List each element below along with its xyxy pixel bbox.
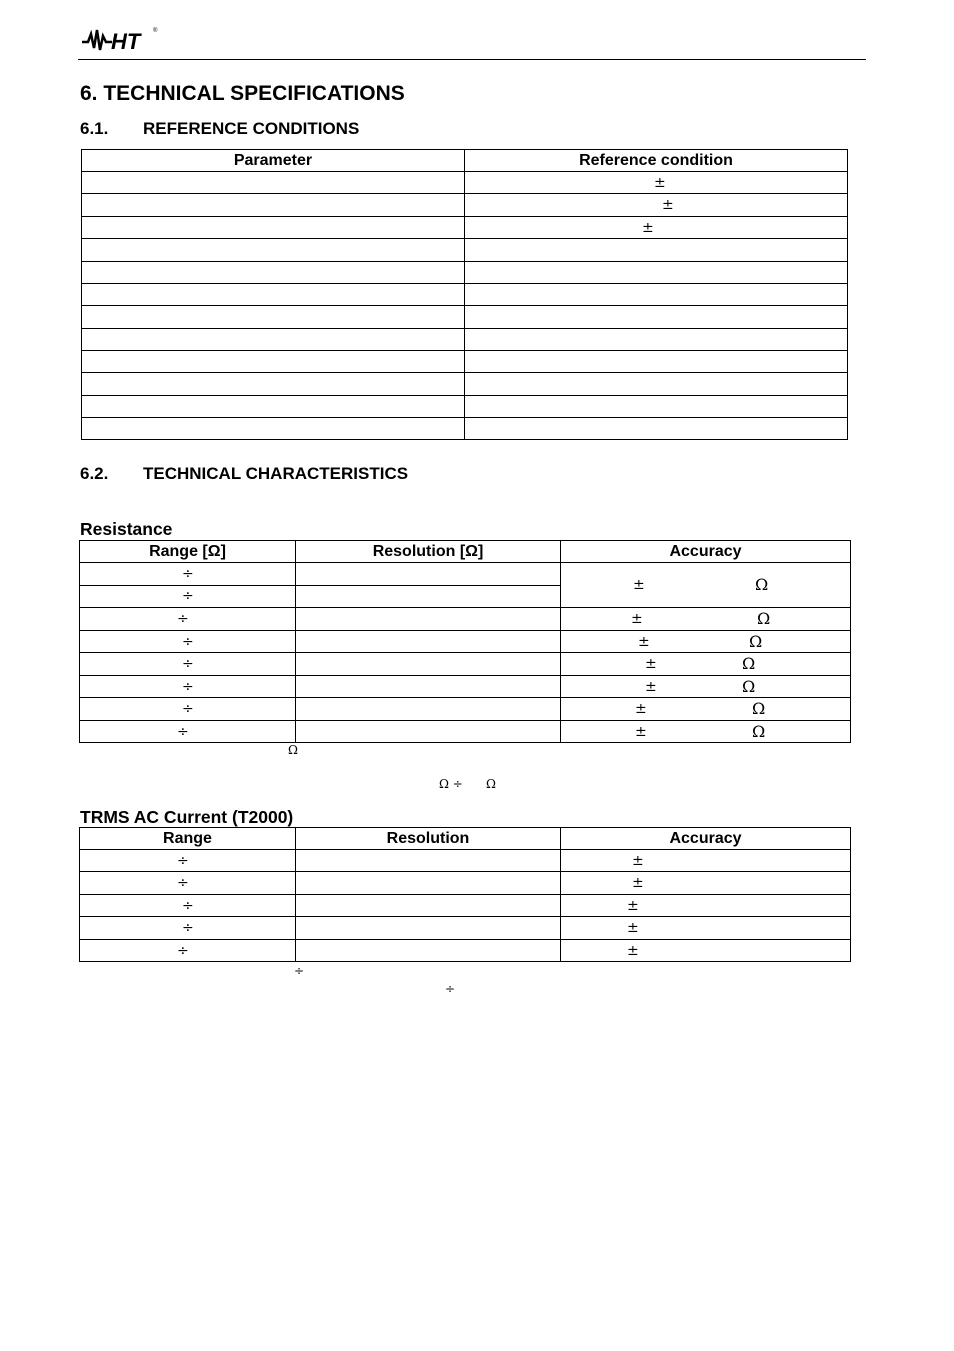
reference-cond: ±: [465, 217, 848, 239]
table-row: [80, 631, 851, 653]
table-row: [82, 329, 848, 351]
technical-number: 6.2.: [80, 464, 109, 483]
resistance-accuracy: ± Ω: [561, 653, 851, 676]
resistance-range: ÷: [80, 585, 296, 608]
reference-cond: [465, 418, 848, 440]
resistance-resolution: [296, 563, 561, 586]
resistance-note-2b: Ω: [486, 777, 496, 791]
table-row: [80, 917, 851, 940]
resistance-range: ÷: [80, 698, 296, 721]
table-row: [82, 217, 848, 239]
reference-header-row: [82, 150, 848, 172]
logo-registered-mark: ®: [153, 28, 158, 34]
resistance-resolution: [296, 608, 561, 631]
table-row: [80, 850, 851, 872]
reference-param: [82, 373, 465, 396]
reference-param: [82, 194, 465, 217]
resistance-accuracy: ± Ω: [561, 563, 851, 608]
table-row: [80, 721, 851, 743]
reference-cond: [465, 351, 848, 373]
current-table: [79, 827, 851, 962]
table-row: [80, 895, 851, 917]
resistance-accuracy: ± Ω: [561, 698, 851, 721]
current-col-range: Range: [80, 828, 296, 850]
table-row: [80, 653, 851, 676]
technical-heading: [80, 464, 408, 484]
reference-cond: [465, 239, 848, 262]
table-row: [80, 676, 851, 698]
reference-heading: [80, 119, 359, 139]
resistance-resolution: [296, 653, 561, 676]
table-row: [82, 351, 848, 373]
resistance-resolution: [296, 698, 561, 721]
reference-param: [82, 172, 465, 194]
reference-param: [82, 217, 465, 239]
resistance-note-2a: Ω ÷: [439, 777, 463, 791]
reference-cond: ±: [465, 194, 848, 217]
reference-param: [82, 396, 465, 418]
logo-wave-icon: [82, 30, 112, 50]
table-row: [82, 194, 848, 217]
resistance-accuracy: ± Ω: [561, 608, 851, 631]
reference-param: [82, 329, 465, 351]
reference-param: [82, 351, 465, 373]
current-accuracy: ±: [561, 940, 851, 962]
table-row: [82, 262, 848, 284]
resistance-range: ÷: [80, 721, 296, 743]
reference-param: [82, 284, 465, 306]
current-range: ÷: [80, 940, 296, 962]
current-range: ÷: [80, 917, 296, 940]
current-header-row: [80, 828, 851, 850]
table-row: [82, 418, 848, 440]
current-resolution: [296, 872, 561, 895]
reference-param: [82, 306, 465, 329]
current-accuracy: ±: [561, 850, 851, 872]
resistance-accuracy: ± Ω: [561, 631, 851, 653]
current-note-1: ÷: [294, 964, 305, 978]
table-row: [80, 872, 851, 895]
resistance-title: Resistance: [80, 519, 173, 539]
reference-cond: [465, 396, 848, 418]
reference-title: REFERENCE CONDITIONS: [143, 119, 360, 138]
current-accuracy: ±: [561, 872, 851, 895]
current-col-accuracy: Accuracy: [561, 828, 851, 850]
table-row: [80, 608, 851, 631]
current-title: TRMS AC Current (T2000): [80, 807, 294, 827]
logo-text: HT: [111, 29, 141, 54]
reference-number: 6.1.: [80, 119, 109, 138]
table-row: [82, 284, 848, 306]
current-accuracy: ±: [561, 917, 851, 940]
technical-title: TECHNICAL CHARACTERISTICS: [143, 464, 409, 483]
resistance-col-accuracy: Accuracy: [561, 541, 851, 563]
reference-col-condition: Reference condition: [465, 150, 848, 172]
reference-table: [81, 149, 848, 440]
table-row: [80, 563, 851, 586]
current-range: ÷: [80, 872, 296, 895]
resistance-note-1: Ω: [288, 743, 298, 757]
resistance-range: ÷: [80, 653, 296, 676]
current-col-resolution: Resolution: [296, 828, 561, 850]
resistance-col-resolution: Resolution [Ω]: [296, 541, 561, 563]
resistance-col-range: Range [Ω]: [80, 541, 296, 563]
reference-param: [82, 418, 465, 440]
current-range: ÷: [80, 850, 296, 872]
resistance-resolution: [296, 721, 561, 743]
table-row: [82, 306, 848, 329]
current-note-2: ÷: [445, 982, 456, 996]
table-row: [82, 172, 848, 194]
section-title: 6. TECHNICAL SPECIFICATIONS: [80, 82, 405, 105]
resistance-accuracy: ± Ω: [561, 721, 851, 743]
ht-logo: [80, 24, 160, 54]
reference-param: [82, 239, 465, 262]
reference-cond: [465, 284, 848, 306]
reference-cond: [465, 262, 848, 284]
table-row: [82, 373, 848, 396]
header-rule: [78, 59, 866, 60]
resistance-resolution: [296, 676, 561, 698]
table-row: [80, 698, 851, 721]
current-resolution: [296, 917, 561, 940]
reference-col-parameter: Parameter: [82, 150, 465, 172]
resistance-range: ÷: [80, 563, 296, 586]
reference-cond: ±: [465, 172, 848, 194]
resistance-range: ÷: [80, 676, 296, 698]
reference-param: [82, 262, 465, 284]
current-resolution: [296, 940, 561, 962]
resistance-resolution: [296, 631, 561, 653]
reference-cond: [465, 329, 848, 351]
current-resolution: [296, 895, 561, 917]
resistance-range: ÷: [80, 631, 296, 653]
resistance-table: [79, 540, 851, 743]
reference-cond: [465, 373, 848, 396]
current-accuracy: ±: [561, 895, 851, 917]
resistance-accuracy: ± Ω: [561, 676, 851, 698]
current-range: ÷: [80, 895, 296, 917]
resistance-resolution: [296, 585, 561, 608]
current-resolution: [296, 850, 561, 872]
reference-cond: [465, 306, 848, 329]
table-row: [82, 396, 848, 418]
resistance-header-row: [80, 541, 851, 563]
resistance-range: ÷: [80, 608, 296, 631]
table-row: [80, 940, 851, 962]
table-row: [82, 239, 848, 262]
